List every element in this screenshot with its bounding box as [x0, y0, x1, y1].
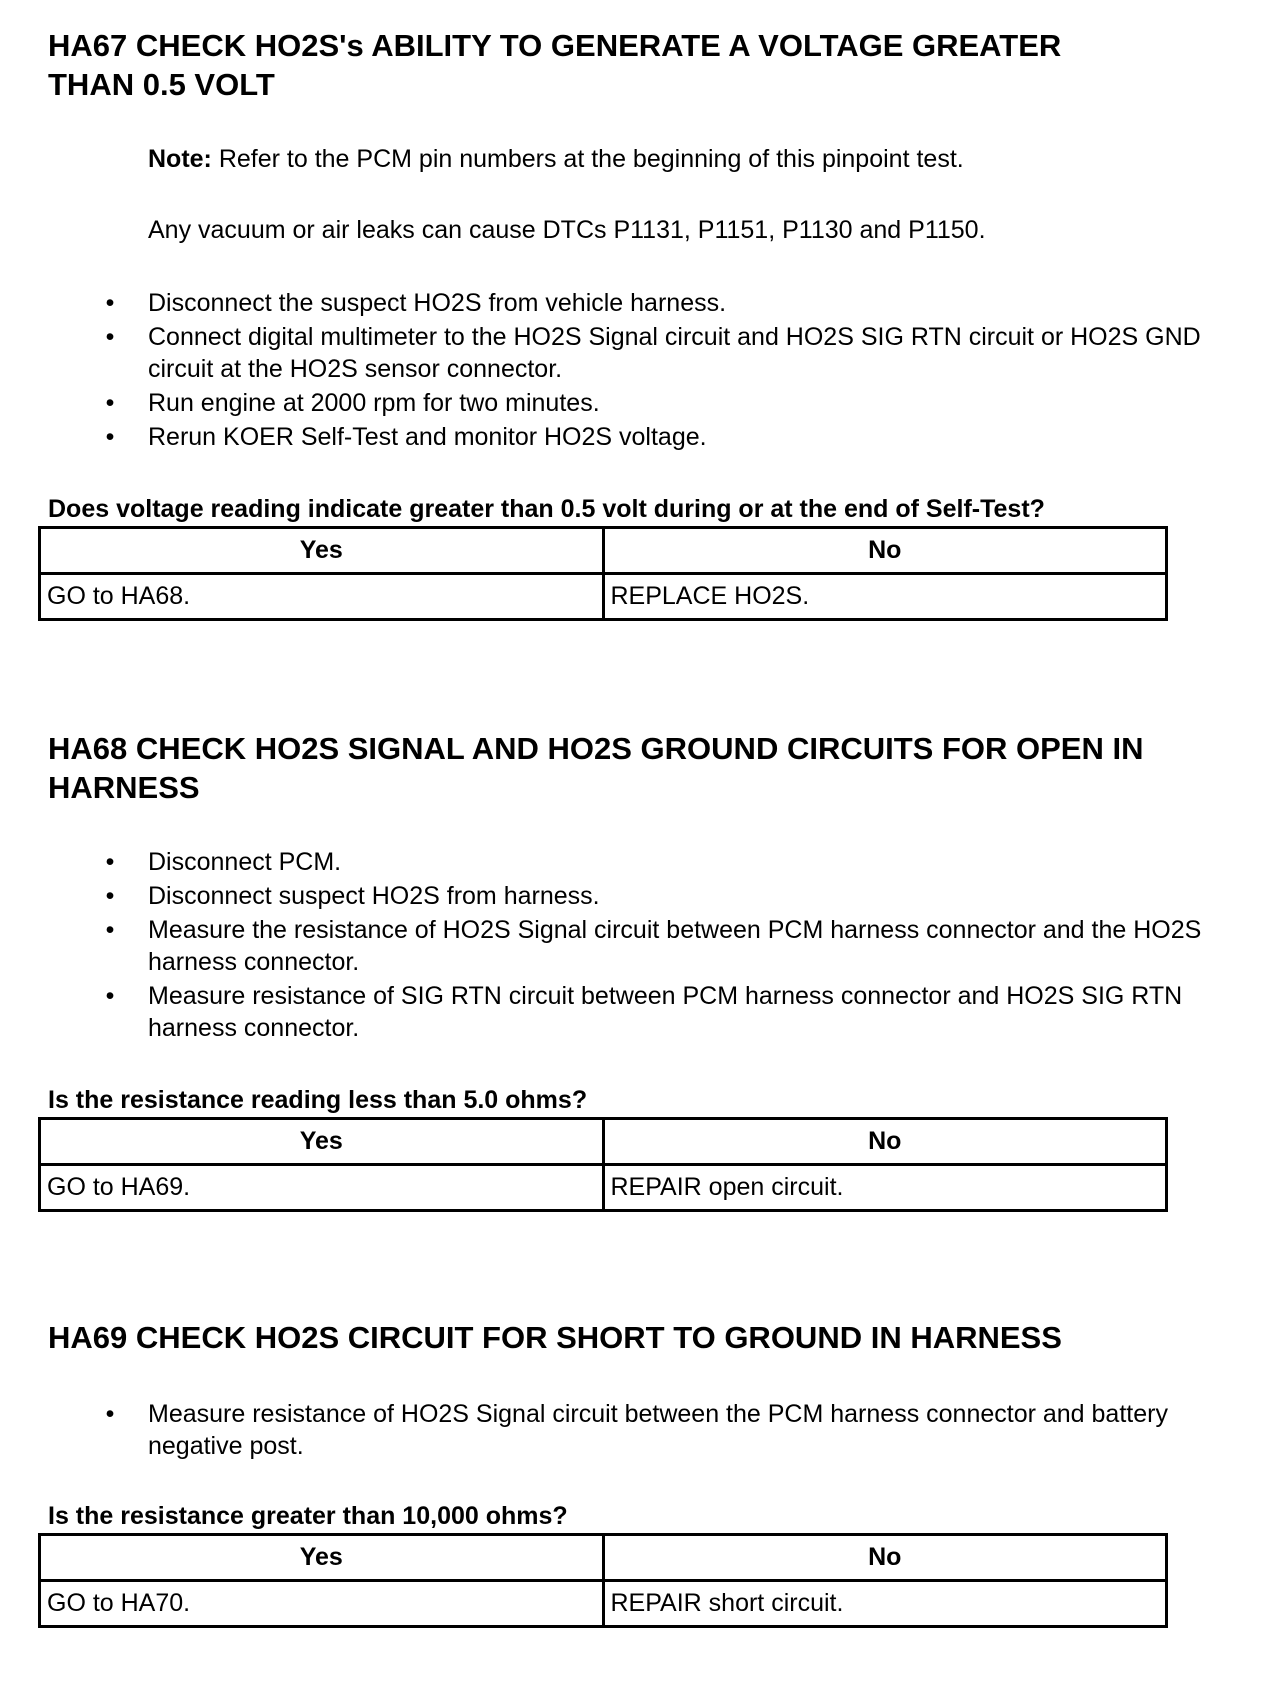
yes-action: GO to HA70.	[40, 1581, 604, 1627]
instruction-text: Rerun KOER Self-Test and monitor HO2S voltage.	[148, 423, 707, 451]
decision-question: Does voltage reading indicate greater than 0.5 volt during or at the end of Self-Test?	[48, 495, 1045, 523]
decision-header-row	[40, 1119, 1167, 1165]
bullet-icon: •	[105, 982, 115, 1010]
step-title-line1: HA67 CHECK HO2S's ABILITY TO GENERATE A VOLTAGE GREATER	[48, 28, 1062, 63]
decision-action-row	[40, 574, 1167, 620]
instruction-text: Measure resistance of HO2S Signal circuit between the PCM harness connector and battery negative post.	[148, 1400, 1168, 1460]
step-title-line1: HA69 CHECK HO2S CIRCUIT FOR SHORT TO GROUND IN HARNESS	[48, 1320, 1062, 1355]
instruction-item	[0, 846, 1250, 878]
step-title-line2: HARNESS	[48, 770, 200, 805]
decision-table	[38, 1533, 1168, 1628]
step-title	[48, 1318, 1248, 1357]
decision-table	[38, 1117, 1168, 1212]
instruction-text: Disconnect suspect HO2S from harness.	[148, 882, 600, 910]
no-action: REPLACE HO2S.	[603, 574, 1167, 620]
step-title	[48, 26, 1248, 104]
instruction-item	[0, 980, 1250, 1044]
bullet-icon: •	[105, 882, 115, 910]
yes-action: GO to HA68.	[40, 574, 604, 620]
bullet-icon: •	[105, 848, 115, 876]
bullet-icon: •	[105, 1400, 115, 1428]
decision-question: Is the resistance greater than 10,000 ohms?	[48, 1502, 568, 1530]
no-header: No	[603, 1119, 1167, 1165]
bullet-icon: •	[105, 423, 115, 451]
info-paragraph: Any vacuum or air leaks can cause DTCs P1131, P1151, P1130 and P1150.	[148, 216, 986, 244]
decision-action-row	[40, 1581, 1167, 1627]
no-header: No	[603, 1535, 1167, 1581]
instruction-item	[0, 287, 1250, 319]
decision-header-row	[40, 1535, 1167, 1581]
instruction-item	[0, 880, 1250, 912]
step-title-line1: HA68 CHECK HO2S SIGNAL AND HO2S GROUND CIRCUITS FOR OPEN IN	[48, 731, 1144, 766]
instruction-item	[0, 421, 1250, 453]
yes-header: Yes	[40, 1535, 604, 1581]
instruction-item	[0, 914, 1250, 978]
bullet-icon: •	[105, 916, 115, 944]
decision-question: Is the resistance reading less than 5.0 ohms?	[48, 1086, 588, 1114]
decision-action-row	[40, 1165, 1167, 1211]
step-instructions	[0, 1398, 1250, 1464]
instruction-text: Connect digital multimeter to the HO2S Signal circuit and HO2S SIG RTN circuit or HO2S GND circuit at the HO2S sensor connector.	[148, 323, 1201, 383]
instruction-text: Disconnect PCM.	[148, 848, 342, 876]
note-text: Refer to the PCM pin numbers at the beginning of this pinpoint test.	[211, 145, 964, 173]
instruction-text: Measure resistance of SIG RTN circuit between PCM harness connector and HO2S SIG RTN harness connector.	[148, 982, 1183, 1042]
no-header: No	[603, 528, 1167, 574]
instruction-text: Disconnect the suspect HO2S from vehicle harness.	[148, 289, 727, 317]
bullet-icon: •	[105, 289, 115, 317]
step-instructions	[0, 287, 1250, 455]
bullet-icon: •	[105, 389, 115, 417]
instruction-item	[0, 387, 1250, 419]
instruction-item	[0, 1398, 1250, 1462]
step-instructions	[0, 846, 1250, 1046]
note-paragraph	[148, 143, 1238, 175]
instruction-text: Measure the resistance of HO2S Signal circuit between PCM harness connector and the HO2S harness connector.	[148, 916, 1202, 976]
instruction-item	[0, 321, 1250, 385]
yes-action: GO to HA69.	[40, 1165, 604, 1211]
step-title-line2: THAN 0.5 VOLT	[48, 67, 275, 102]
note-label: Note:	[148, 145, 212, 173]
instruction-text: Run engine at 2000 rpm for two minutes.	[148, 389, 600, 417]
step-title	[48, 729, 1248, 807]
bullet-icon: •	[105, 323, 115, 351]
yes-header: Yes	[40, 528, 604, 574]
decision-table	[38, 526, 1168, 621]
decision-header-row	[40, 528, 1167, 574]
no-action: REPAIR open circuit.	[603, 1165, 1167, 1211]
yes-header: Yes	[40, 1119, 604, 1165]
no-action: REPAIR short circuit.	[603, 1581, 1167, 1627]
